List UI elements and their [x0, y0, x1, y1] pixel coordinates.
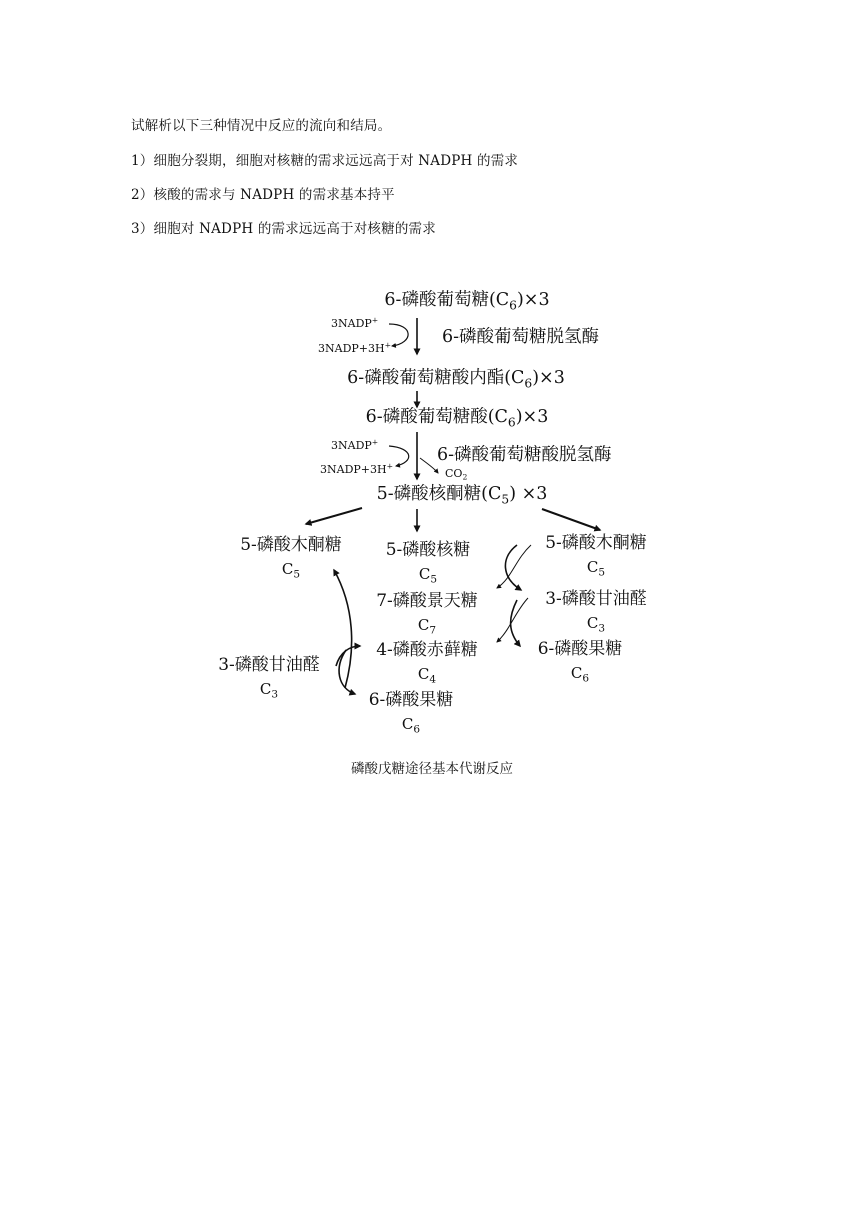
nadp-out-label-1: 3NADP+3H+ [318, 340, 392, 355]
node-erythrose-4-phosphate: 4-磷酸赤藓糖 $C_4$ [376, 640, 478, 686]
arrow-ru5p-to-xu5p-left [306, 508, 362, 524]
node-6-phosphogluconate: 6-磷酸葡萄糖酸$(C_6)\times 3$ [365, 407, 549, 430]
question-item-2: 2）核酸的需求与 NADPH 的需求基本持平 [131, 187, 395, 203]
node-sedoheptulose-7-phosphate: 7-磷酸景天糖 $C_7$ [376, 591, 478, 637]
enzyme-6pgd-label: 6-磷酸葡萄糖酸脱氢酶 [437, 445, 612, 465]
arrow-ru5p-to-xu5p-right [542, 509, 600, 530]
co2-curve [420, 458, 438, 473]
exchange-arrow-1 [505, 545, 521, 590]
question-intro: 试解析以下三种情况中反应的流向和结局。 [131, 118, 392, 134]
nadp-out-label-2: 3NADP+3H+ [320, 461, 394, 476]
node-glucose-6-phosphate: 6-磷酸葡萄糖$(C_6)\times 3$ [384, 290, 550, 313]
node-xylulose-5-phosphate-left: 5-磷酸木酮糖 $C_5$ [240, 535, 342, 581]
node-fructose-6-phosphate-right: 6-磷酸果糖 $C_6$ [537, 639, 623, 685]
node-gluconolactone: 6-磷酸葡萄糖酸内酯$(C_6)\times 3$ [347, 368, 565, 391]
node-ribose-5-phosphate: 5-磷酸核糖 $C_5$ [385, 540, 471, 586]
node-fructose-6-phosphate-bottom: 6-磷酸果糖 $C_6$ [368, 690, 454, 736]
arrow-to-xu5p-c5-left [334, 570, 352, 688]
arrow-to-f6p-bottom [339, 650, 355, 694]
enzyme-g6pd-label: 6-磷酸葡萄糖脱氢酶 [442, 327, 600, 347]
exchange-arrow-2 [497, 545, 531, 588]
nadp-curve-1 [389, 324, 408, 346]
node-glyceraldehyde-3-phosphate-right: 3-磷酸甘油醛 $C_3$ [545, 589, 647, 635]
co2-label: $CO_2$ [445, 467, 468, 482]
exchange-arrow-3 [511, 600, 520, 646]
question-item-1: 1）细胞分裂期，细胞对核糖的需求远远高于对 NADPH 的需求 [131, 153, 519, 169]
nadp-in-label-1: 3NADP+ [331, 315, 379, 330]
node-xylulose-5-phosphate-right: 5-磷酸木酮糖 $C_5$ [545, 533, 647, 579]
figure-caption: 磷酸戊糖途径基本代谢反应 [351, 761, 513, 777]
node-ribulose-5-phosphate: 5-磷酸核酮糖$(C_5) \times 3$ [376, 484, 548, 507]
node-glyceraldehyde-3-phosphate-left: 3-磷酸甘油醛 $C_3$ [218, 655, 320, 701]
nadp-in-label-2: 3NADP+ [331, 437, 379, 452]
question-item-3: 3）细胞对 NADPH 的需求远远高于对核糖的需求 [131, 221, 436, 237]
